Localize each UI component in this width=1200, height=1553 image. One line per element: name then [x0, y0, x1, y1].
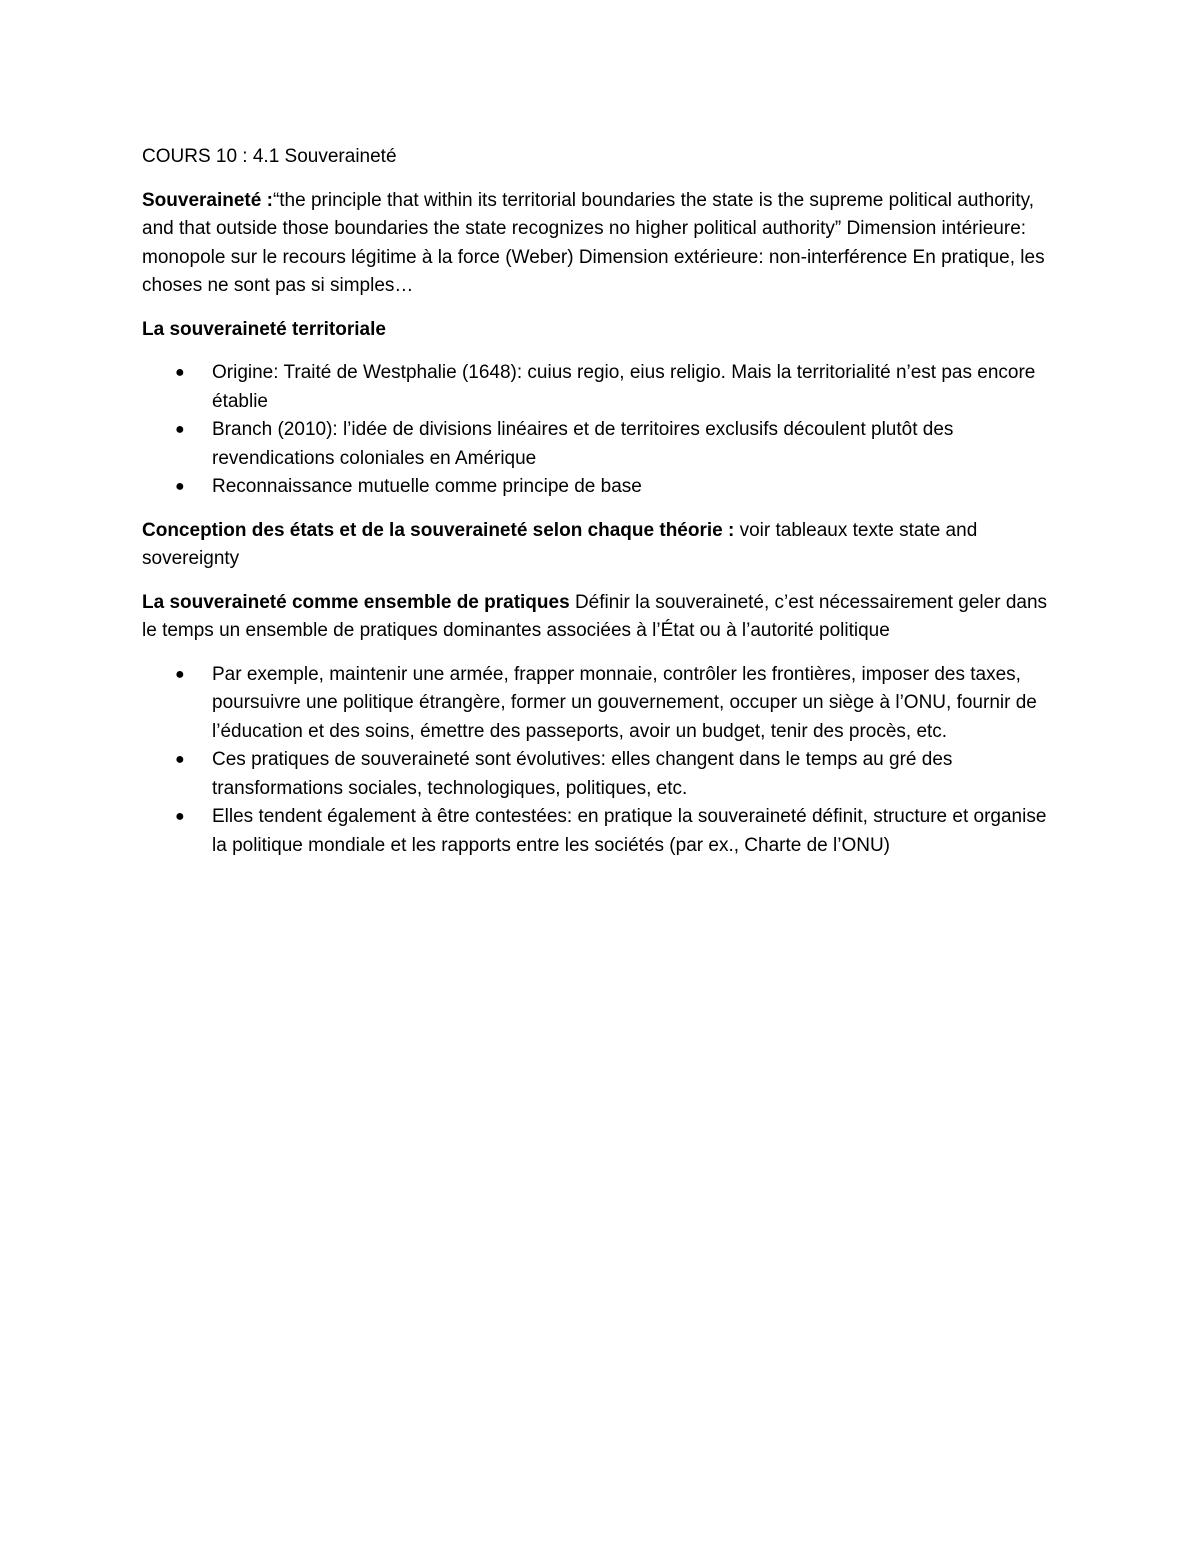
territoriale-bullet-list: [142, 359, 1062, 502]
section-heading-conception: Conception des états et de la souveraineté selon chaque théorie :: [142, 519, 735, 541]
list-item-text: Par exemple, maintenir une armée, frapper monnaie, contrôler les frontières, imposer des taxes, poursuivre une politique étrangère, former un gouvernement, occuper un siège à l’ONU, fournir de l’éducation et des soins, émettre des passeports, avoir un budget, tenir des procès, etc.: [212, 663, 1037, 742]
pratiques-text: Définir la souveraineté, c’est nécessairement geler dans le temps un ensemble de pratiques dominantes associées à l’État ou à l’autorité politique: [142, 591, 1048, 641]
list-item-text: Elles tendent également à être contestées: en pratique la souveraineté définit, structure et organise la politique mondiale et les rapports entre les sociétés (par ex., Charte de l’ONU): [212, 806, 1047, 856]
definition-quote: “the principle that within its territorial boundaries the state is the supreme political authority, and that outside those boundaries the state recognizes no higher political authority”: [142, 189, 1035, 239]
list-item-text: Ces pratiques de souveraineté sont évolutives: elles changent dans le temps au gré des transformations sociales, technologiques, politiques, etc.: [212, 749, 953, 799]
pratiques-bullet-list: [142, 661, 1062, 861]
definition-dimensions: Dimension intérieure: monopole sur le recours légitime à la force (Weber) Dimension extérieure: non-interférence En pratique, les choses ne sont pas si simples…: [142, 218, 1045, 296]
list-item-text: Branch (2010): l’idée de divisions linéaires et de territoires exclusifs découlent plutôt des revendications coloniales en Amérique: [212, 419, 954, 469]
bullet-icon: ●: [175, 665, 185, 683]
definition-paragraph: [142, 187, 1062, 301]
list-item: [142, 416, 1062, 473]
list-item-text: Origine: Traité de Westphalie (1648): cuius regio, eius religio. Mais la territorialité n’est pas encore établie: [212, 362, 1036, 412]
section-heading-territoriale: [142, 316, 1062, 345]
page-title: COURS 10 : 4.1 Souveraineté: [142, 146, 397, 167]
document-page: [142, 143, 1062, 875]
list-item: [142, 473, 1062, 502]
definition-term: Souveraineté :: [142, 189, 273, 211]
bullet-icon: ●: [175, 364, 185, 381]
bullet-icon: ●: [175, 421, 185, 438]
bullet-icon: ●: [175, 808, 185, 825]
conception-paragraph: [142, 517, 1062, 574]
list-item: [142, 359, 1062, 416]
bullet-icon: ●: [175, 478, 185, 495]
list-item: [142, 661, 1062, 747]
list-item-text: Reconnaissance mutuelle comme principe de base: [212, 476, 642, 497]
section-heading-territoriale-text: La souveraineté territoriale: [142, 318, 386, 340]
list-item: [142, 803, 1062, 860]
section-heading-pratiques: La souveraineté comme ensemble de pratiques: [142, 591, 570, 613]
list-item: [142, 746, 1062, 803]
pratiques-paragraph: [142, 589, 1062, 646]
bullet-icon: ●: [175, 751, 185, 768]
conception-text: voir tableaux texte state and sovereignty: [142, 519, 978, 569]
